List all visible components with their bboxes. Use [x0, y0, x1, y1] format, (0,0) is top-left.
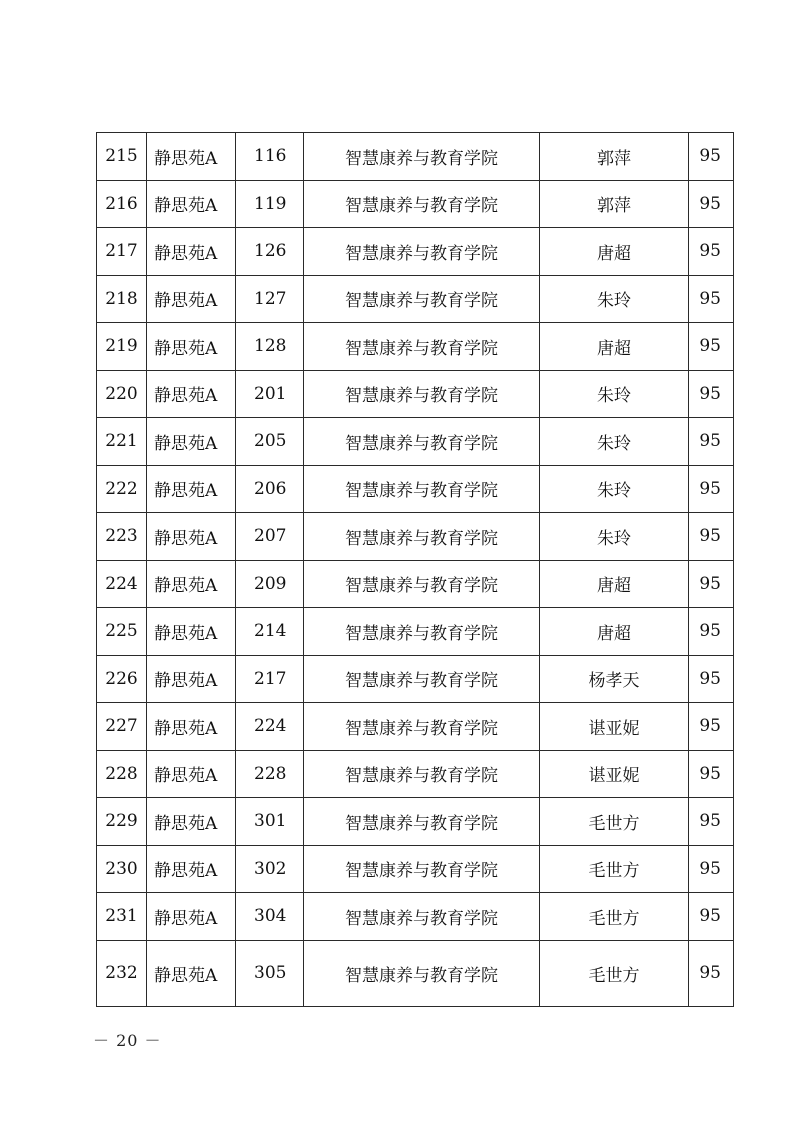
room-cell: 302: [236, 845, 304, 893]
college-cell: 智慧康养与教育学院: [304, 750, 540, 798]
table-row: [97, 608, 734, 656]
building-cell: 静思苑A: [147, 940, 236, 1006]
building-cell: 静思苑A: [147, 228, 236, 276]
seq-cell: 227: [97, 703, 147, 751]
seq-cell: 216: [97, 180, 147, 228]
dormitory-score-table: [96, 132, 734, 1007]
name-cell: 朱玲: [540, 275, 689, 323]
college-cell: 智慧康养与教育学院: [304, 655, 540, 703]
score-cell: 95: [689, 465, 734, 513]
college-cell: 智慧康养与教育学院: [304, 703, 540, 751]
table-row: [97, 798, 734, 846]
building-cell: 静思苑A: [147, 750, 236, 798]
seq-cell: 221: [97, 418, 147, 466]
table-row: [97, 370, 734, 418]
name-cell: 朱玲: [540, 465, 689, 513]
table-row: [97, 845, 734, 893]
college-cell: 智慧康养与教育学院: [304, 465, 540, 513]
building-cell: 静思苑A: [147, 703, 236, 751]
building-cell: 静思苑A: [147, 608, 236, 656]
college-cell: 智慧康养与教育学院: [304, 513, 540, 561]
college-cell: 智慧康养与教育学院: [304, 845, 540, 893]
name-cell: 朱玲: [540, 418, 689, 466]
table-row: [97, 133, 734, 181]
table-body: [97, 133, 734, 1007]
table-row: [97, 323, 734, 371]
building-cell: 静思苑A: [147, 845, 236, 893]
score-cell: 95: [689, 893, 734, 941]
seq-cell: 226: [97, 655, 147, 703]
building-cell: 静思苑A: [147, 893, 236, 941]
seq-cell: 223: [97, 513, 147, 561]
name-cell: 唐超: [540, 560, 689, 608]
name-cell: 谌亚妮: [540, 703, 689, 751]
room-cell: 214: [236, 608, 304, 656]
seq-cell: 217: [97, 228, 147, 276]
seq-cell: 230: [97, 845, 147, 893]
seq-cell: 232: [97, 940, 147, 1006]
college-cell: 智慧康养与教育学院: [304, 275, 540, 323]
score-cell: 95: [689, 180, 734, 228]
score-cell: 95: [689, 228, 734, 276]
table-row: [97, 655, 734, 703]
score-cell: 95: [689, 940, 734, 1006]
building-cell: 静思苑A: [147, 798, 236, 846]
score-cell: 95: [689, 370, 734, 418]
college-cell: 智慧康养与教育学院: [304, 180, 540, 228]
table-row: [97, 940, 734, 1006]
score-cell: 95: [689, 560, 734, 608]
seq-cell: 231: [97, 893, 147, 941]
seq-cell: 222: [97, 465, 147, 513]
room-cell: 119: [236, 180, 304, 228]
seq-cell: 219: [97, 323, 147, 371]
room-cell: 116: [236, 133, 304, 181]
seq-cell: 224: [97, 560, 147, 608]
building-cell: 静思苑A: [147, 560, 236, 608]
college-cell: 智慧康养与教育学院: [304, 418, 540, 466]
table-row: [97, 418, 734, 466]
name-cell: 杨孝天: [540, 655, 689, 703]
room-cell: 217: [236, 655, 304, 703]
room-cell: 207: [236, 513, 304, 561]
name-cell: 朱玲: [540, 370, 689, 418]
building-cell: 静思苑A: [147, 180, 236, 228]
table-row: [97, 180, 734, 228]
score-cell: 95: [689, 133, 734, 181]
room-cell: 201: [236, 370, 304, 418]
table-row: [97, 560, 734, 608]
name-cell: 毛世方: [540, 845, 689, 893]
room-cell: 209: [236, 560, 304, 608]
score-cell: 95: [689, 798, 734, 846]
room-cell: 205: [236, 418, 304, 466]
score-cell: 95: [689, 845, 734, 893]
building-cell: 静思苑A: [147, 655, 236, 703]
room-cell: 304: [236, 893, 304, 941]
name-cell: 朱玲: [540, 513, 689, 561]
room-cell: 305: [236, 940, 304, 1006]
page-number: － 20 －: [93, 1031, 162, 1050]
college-cell: 智慧康养与教育学院: [304, 560, 540, 608]
score-cell: 95: [689, 275, 734, 323]
building-cell: 静思苑A: [147, 418, 236, 466]
seq-cell: 229: [97, 798, 147, 846]
score-cell: 95: [689, 323, 734, 371]
name-cell: 郭萍: [540, 180, 689, 228]
seq-cell: 228: [97, 750, 147, 798]
college-cell: 智慧康养与教育学院: [304, 228, 540, 276]
building-cell: 静思苑A: [147, 370, 236, 418]
college-cell: 智慧康养与教育学院: [304, 323, 540, 371]
seq-cell: 218: [97, 275, 147, 323]
seq-cell: 215: [97, 133, 147, 181]
table-row: [97, 513, 734, 561]
table-row: [97, 228, 734, 276]
room-cell: 228: [236, 750, 304, 798]
room-cell: 127: [236, 275, 304, 323]
name-cell: 毛世方: [540, 798, 689, 846]
name-cell: 郭萍: [540, 133, 689, 181]
room-cell: 206: [236, 465, 304, 513]
score-cell: 95: [689, 750, 734, 798]
name-cell: 唐超: [540, 608, 689, 656]
college-cell: 智慧康养与教育学院: [304, 370, 540, 418]
score-cell: 95: [689, 513, 734, 561]
table-row: [97, 750, 734, 798]
seq-cell: 225: [97, 608, 147, 656]
building-cell: 静思苑A: [147, 513, 236, 561]
name-cell: 谌亚妮: [540, 750, 689, 798]
room-cell: 224: [236, 703, 304, 751]
building-cell: 静思苑A: [147, 275, 236, 323]
room-cell: 126: [236, 228, 304, 276]
name-cell: 唐超: [540, 323, 689, 371]
table-row: [97, 703, 734, 751]
building-cell: 静思苑A: [147, 323, 236, 371]
college-cell: 智慧康养与教育学院: [304, 608, 540, 656]
room-cell: 128: [236, 323, 304, 371]
building-cell: 静思苑A: [147, 133, 236, 181]
table-row: [97, 275, 734, 323]
score-cell: 95: [689, 418, 734, 466]
score-cell: 95: [689, 703, 734, 751]
table-row: [97, 893, 734, 941]
table-row: [97, 465, 734, 513]
score-cell: 95: [689, 608, 734, 656]
name-cell: 毛世方: [540, 940, 689, 1006]
college-cell: 智慧康养与教育学院: [304, 940, 540, 1006]
score-cell: 95: [689, 655, 734, 703]
college-cell: 智慧康养与教育学院: [304, 133, 540, 181]
college-cell: 智慧康养与教育学院: [304, 893, 540, 941]
college-cell: 智慧康养与教育学院: [304, 798, 540, 846]
building-cell: 静思苑A: [147, 465, 236, 513]
name-cell: 毛世方: [540, 893, 689, 941]
room-cell: 301: [236, 798, 304, 846]
seq-cell: 220: [97, 370, 147, 418]
name-cell: 唐超: [540, 228, 689, 276]
